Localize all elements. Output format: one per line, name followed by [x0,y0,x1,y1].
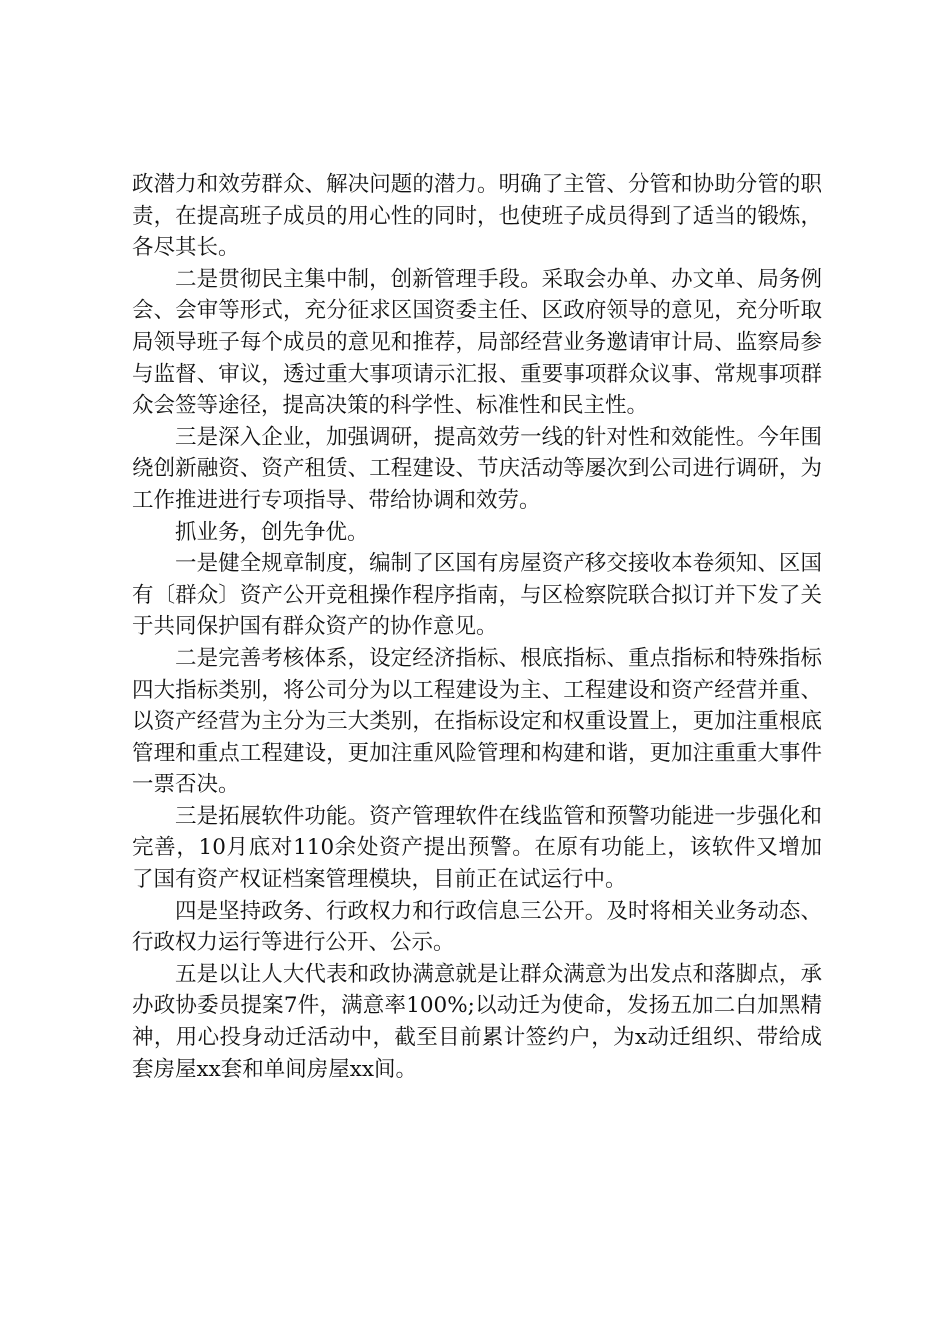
paragraph-democratic-centralism: 二是贯彻民主集中制，创新管理手段。采取会办单、办文单、局务例会、会审等形式，充分征求区国资委主任、区政府领导的意见，充分听取局领导班子每个成员的意见和推荐，局部经营业务邀请审计局、监察局参与监督、审议，透过重大事项请示汇报、重要事项群众议事、常规事项群众会签等途径，提高决策的科学性、标准性和民主性。 [132,266,822,419]
paragraph-continuation: 政潜力和效劳群众、解决问题的潜力。明确了主管、分管和协助分管的职责，在提高班子成员的用心性的同时，也使班子成员得到了适当的锻炼，各尽其长。 [132,172,822,261]
paragraph-software-function: 三是拓展软件功能。资产管理软件在线监管和预警功能进一步强化和完善，10月底对110余处资产提出预警。在原有功能上，该软件又增加了国有资产权证档案管理模块，目前正在试运行中。 [132,803,822,893]
paragraph-assessment-system: 二是完善考核体系，设定经济指标、根底指标、重点指标和特殊指标四大指标类别，将公司分为以工程建设为主、工程建设和资产经营并重、以资产经营为主分为三大类别，在指标设定和权重设置上，更加注重根底管理和重点工程建设，更加注重风险管理和构建和谐，更加注重重大事件一票否决。 [132,645,822,798]
paragraph-rules-system: 一是健全规章制度，编制了区国有房屋资产移交接收本卷须知、区国有〔群众〕资产公开竞租操作程序指南，与区检察院联合拟订并下发了关于共同保护国有群众资产的协作意见。 [132,551,822,640]
paragraph-enterprise-research: 三是深入企业，加强调研，提高效劳一线的针对性和效能性。今年围绕创新融资、资产租赁、工程建设、节庆活动等屡次到公司进行调研，为工作推进进行专项指导、带给协调和效劳。 [132,424,822,513]
paragraph-satisfaction: 五是以让人大代表和政协满意就是让群众满意为出发点和落脚点，承办政协委员提案7件，满意率100%;以动迁为使命，发扬五加二白加黑精神，用心投身动迁活动中，截至目前累计签约户，为x动迁组织、带给成套房屋xx套和单间房屋xx间。 [132,961,822,1082]
document-body [132,169,822,1085]
section-heading-business: 抓业务，创先争优。 [175,519,369,545]
paragraph-three-disclosures: 四是坚持政务、行政权力和行政信息三公开。及时将相关业务动态、行政权力运行等进行公开、公示。 [132,898,822,956]
